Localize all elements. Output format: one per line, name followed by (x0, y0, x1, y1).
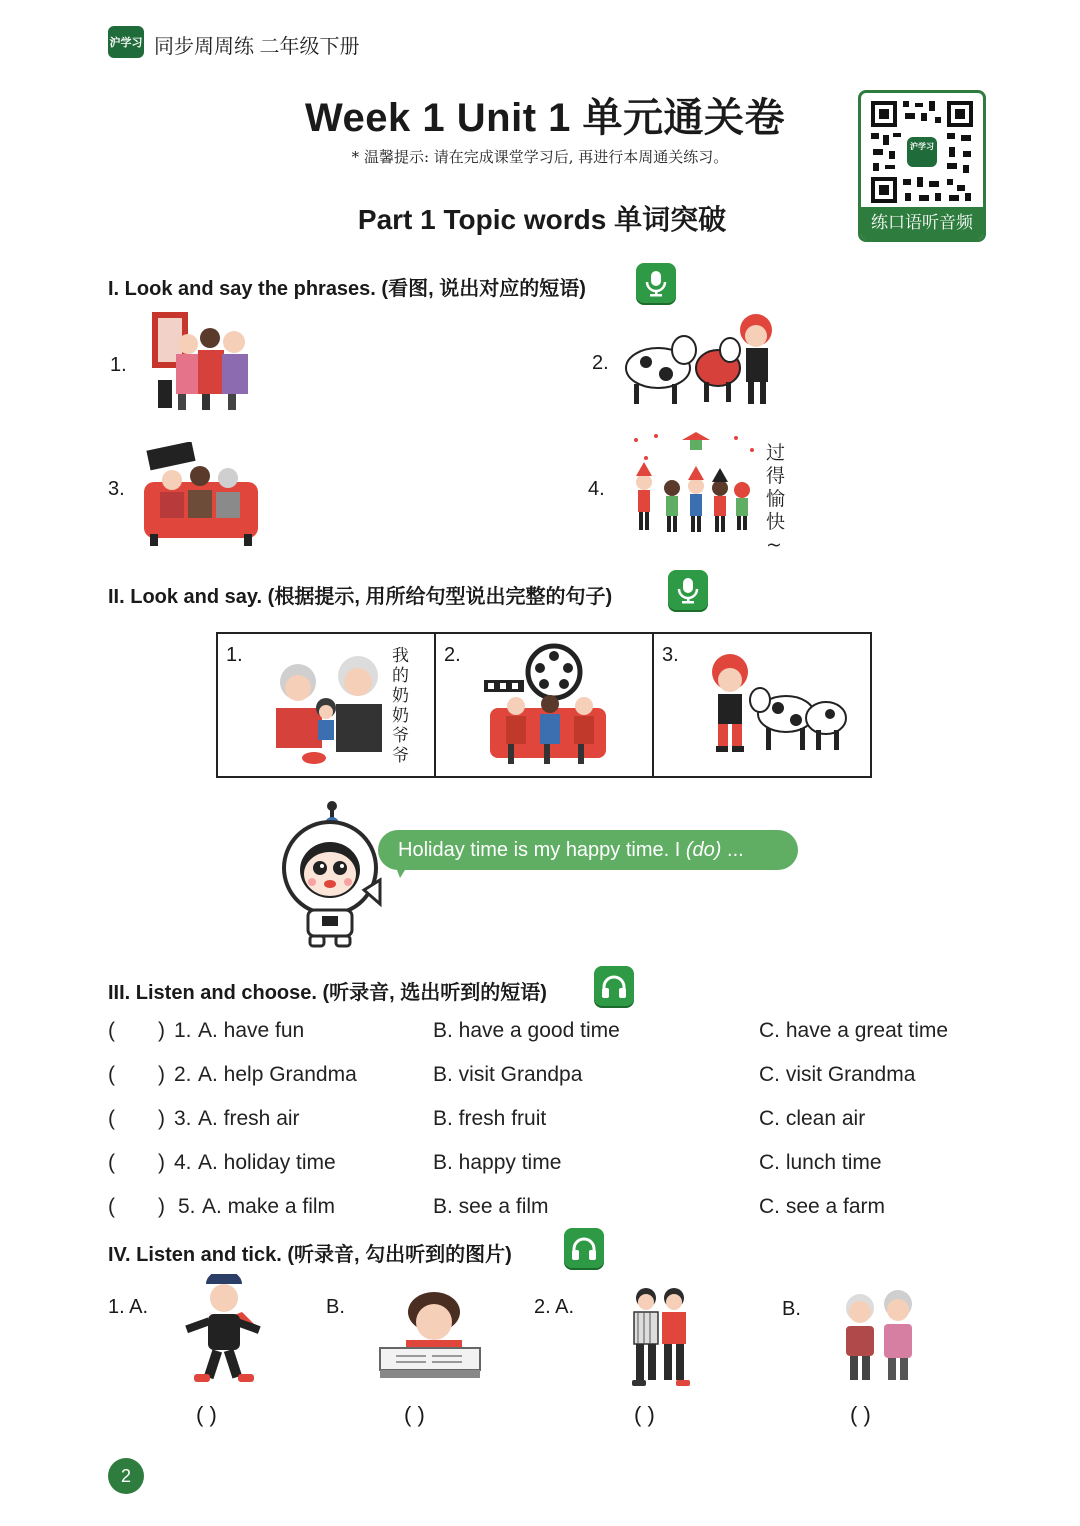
section-3-title: III. Listen and choose. (听录音, 选出听到的短语) (108, 982, 547, 1004)
microphone-icon[interactable] (636, 263, 676, 303)
qr-caption: 练口语听音频 (861, 207, 983, 239)
option-a[interactable]: A. help Grandma (198, 1063, 357, 1086)
answer-paren-close: ) (158, 1107, 165, 1130)
tip-text: * 温馨提示: 请在完成课堂学习后, 再进行本周通关练习。 (351, 148, 729, 166)
option-c[interactable]: C. clean air (759, 1107, 866, 1130)
headphones-icon[interactable] (564, 1228, 604, 1268)
item-1-number: 1. (110, 354, 127, 376)
tick-label-2b: B. (782, 1298, 801, 1320)
tick-label-1a: 1. A. (108, 1296, 149, 1318)
question-number: 2. (174, 1063, 192, 1086)
answer-paren-close: ) (158, 1019, 165, 1042)
answer-paren[interactable]: ( ) (196, 1402, 217, 1427)
question-number: 1. (174, 1019, 192, 1042)
prompt-box-1 (218, 634, 436, 776)
section-4-title: IV. Listen and tick. (听录音, 勾出听到的图片) (108, 1244, 512, 1266)
two-boys-image (626, 1284, 696, 1388)
party-kids-image (626, 430, 766, 540)
option-b[interactable]: B. have a good time (433, 1019, 620, 1042)
tick-label-2a: 2. A. (534, 1296, 575, 1318)
qr-code-card[interactable] (858, 90, 986, 242)
answer-paren-close: ) (158, 1151, 165, 1174)
option-b[interactable]: B. happy time (433, 1151, 562, 1174)
answer-paren-open: ( (108, 1151, 115, 1174)
qr-center-label: 沪学习 (910, 142, 934, 151)
answer-paren-open: ( (108, 1107, 115, 1130)
part-title: Part 1 Topic words 单词突破 (357, 204, 727, 235)
boy-running-image (176, 1274, 270, 1390)
qr-code-icon (869, 99, 975, 205)
speech-bubble-tail (394, 862, 410, 878)
prompt-vertical-text: 我的奶奶爷爷 (392, 646, 409, 766)
section-1-title: I. Look and say the phrases. (看图, 说出对应的短语) (108, 278, 586, 300)
option-b[interactable]: B. visit Grandpa (433, 1063, 583, 1086)
astronaut-mascot-image (276, 798, 384, 948)
boy-feeding-cows-image (622, 306, 780, 410)
prompt-box-number: 3. (662, 644, 679, 666)
microphone-icon[interactable] (668, 570, 708, 610)
picture-prompt-boxes (216, 632, 872, 778)
option-b[interactable]: B. fresh fruit (433, 1107, 547, 1130)
answer-paren[interactable]: ( ) (850, 1402, 871, 1427)
option-c[interactable]: C. have a great time (759, 1019, 949, 1042)
option-c[interactable]: C. see a farm (759, 1195, 886, 1218)
item-3-number: 3. (108, 478, 125, 500)
option-a[interactable]: A. holiday time (198, 1151, 336, 1174)
cinema-audience-image (140, 442, 262, 548)
page-title: Week 1 Unit 1 单元通关卷 (305, 96, 785, 140)
grandparents-standing-image (834, 1290, 924, 1386)
item-4-number: 4. (588, 478, 605, 500)
tick-label-1b: B. (326, 1296, 345, 1318)
answer-paren-close: ) (158, 1063, 165, 1086)
prompt-box-2 (436, 634, 654, 776)
film-theater-image (480, 642, 610, 772)
option-b[interactable]: B. see a film (433, 1195, 549, 1218)
question-number: 5. (178, 1195, 196, 1218)
boy-reading-image (376, 1286, 482, 1382)
brand-title: 同步周周练 二年级下册 (154, 36, 360, 58)
bubble-ellipsis: ... (721, 839, 744, 861)
brand-logo: 沪学习 (108, 26, 144, 58)
option-c[interactable]: C. visit Grandma (759, 1063, 916, 1086)
question-number: 4. (174, 1151, 192, 1174)
grandparents-image (266, 648, 392, 768)
prompt-box-number: 1. (226, 644, 243, 666)
prompt-box-number: 2. (444, 644, 461, 666)
option-a[interactable]: A. fresh air (198, 1107, 300, 1130)
item-2-number: 2. (592, 352, 609, 374)
headphones-icon[interactable] (594, 966, 634, 1006)
page-number: 2 (108, 1458, 144, 1494)
answer-paren-open: ( (108, 1063, 115, 1086)
section-2-title: II. Look and say. (根据提示, 用所给句型说出完整的句子) (108, 586, 613, 608)
answer-paren-open: ( (108, 1019, 115, 1042)
family-hug-image (148, 310, 258, 414)
option-a[interactable]: A. have fun (198, 1019, 305, 1042)
option-c[interactable]: C. lunch time (759, 1151, 882, 1174)
answer-paren-open: ( (108, 1195, 115, 1218)
vertical-caption: 过得愉快~ (766, 442, 786, 556)
bubble-text: Holiday time is my happy time. I (398, 839, 686, 861)
option-a[interactable]: A. make a film (202, 1195, 336, 1218)
question-number: 3. (174, 1107, 192, 1130)
answer-paren-close: ) (158, 1195, 165, 1218)
bubble-hint: (do) (685, 839, 722, 861)
boy-with-cows-image (700, 648, 850, 774)
answer-paren[interactable]: ( ) (404, 1402, 425, 1427)
prompt-box-3 (654, 634, 870, 776)
answer-paren[interactable]: ( ) (634, 1402, 655, 1427)
speech-bubble (378, 830, 798, 870)
